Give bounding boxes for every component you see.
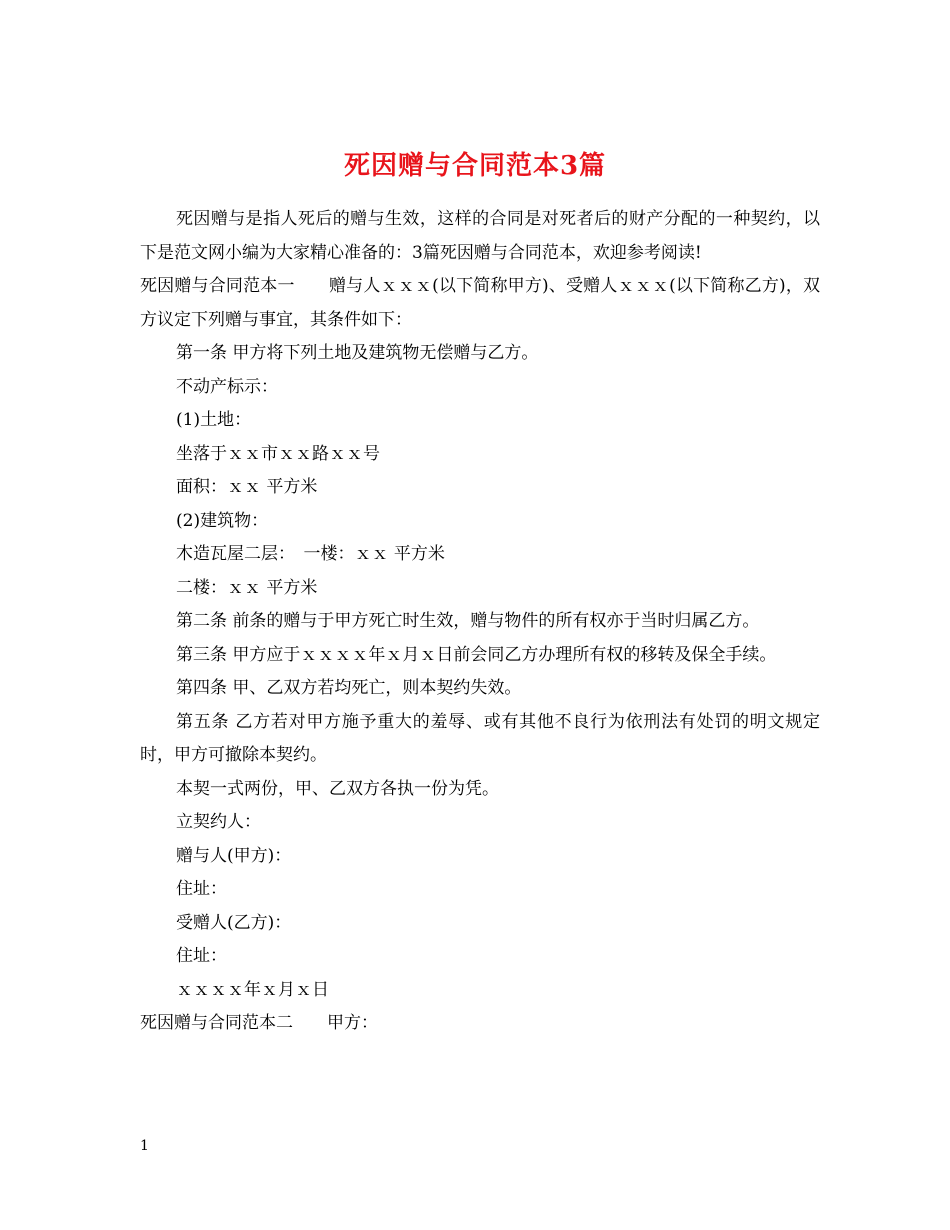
paragraph: 立契约人：: [176, 812, 261, 832]
paragraph: 赠与人(甲方)：: [176, 845, 292, 866]
paragraph: 面积：ｘｘ 平方米: [176, 477, 318, 497]
document-body: [140, 203, 820, 1041]
paragraph: 本契一式两份，甲、乙双方各执一份为凭。: [176, 778, 499, 799]
page-number: 1: [140, 1138, 149, 1154]
paragraph: ｘｘｘｘ年ｘ月ｘ日: [176, 979, 329, 1000]
paragraph: (2)建筑物：: [176, 510, 269, 531]
paragraph: (1)土地：: [176, 410, 252, 430]
paragraph: 坐落于ｘｘ市ｘｘ路ｘｘ号: [176, 443, 380, 464]
paragraph: 死因赠与合同范本一 赠与人ｘｘｘ(以下简称甲方)、受赠人ｘｘｘ(以下简称乙方)，双方议定下列赠与事宜，其条件如下：: [140, 276, 820, 330]
paragraph: 第二条 前条的赠与于甲方死亡时生效，赠与物件的所有权亦于当时归属乙方。: [176, 611, 760, 631]
paragraph: 住址：: [176, 946, 227, 966]
paragraph: 第一条 甲方将下列土地及建筑物无偿赠与乙方。: [176, 343, 539, 363]
paragraph: 死因赠与是指人死后的赠与生效，这样的合同是对死者后的财产分配的一种契约，以下是范文网小编为大家精心准备的：3篇死因赠与合同范本，欢迎参考阅读!: [140, 209, 820, 263]
paragraph: 二楼：ｘｘ 平方米: [176, 577, 318, 598]
paragraph: 第五条 乙方若对甲方施予重大的羞辱、或有其他不良行为依刑法有处罚的明文规定时，甲方可撤除本契约。: [140, 711, 820, 765]
paragraph: 不动产标示：: [176, 376, 278, 397]
paragraph: 第三条 甲方应于ｘｘｘｘ年ｘ月ｘ日前会同乙方办理所有权的移转及保全手续。: [176, 644, 777, 665]
paragraph: 受赠人(乙方)：: [176, 912, 292, 933]
page-title: 死因赠与合同范本3篇: [343, 151, 607, 182]
paragraph: 住址：: [176, 879, 227, 899]
paragraph: 木造瓦屋二层： 一楼：ｘｘ 平方米: [176, 544, 445, 564]
paragraph: 第四条 甲、乙双方若均死亡，则本契约失效。: [176, 678, 522, 698]
paragraph: 死因赠与合同范本二 甲方：: [140, 1013, 378, 1033]
